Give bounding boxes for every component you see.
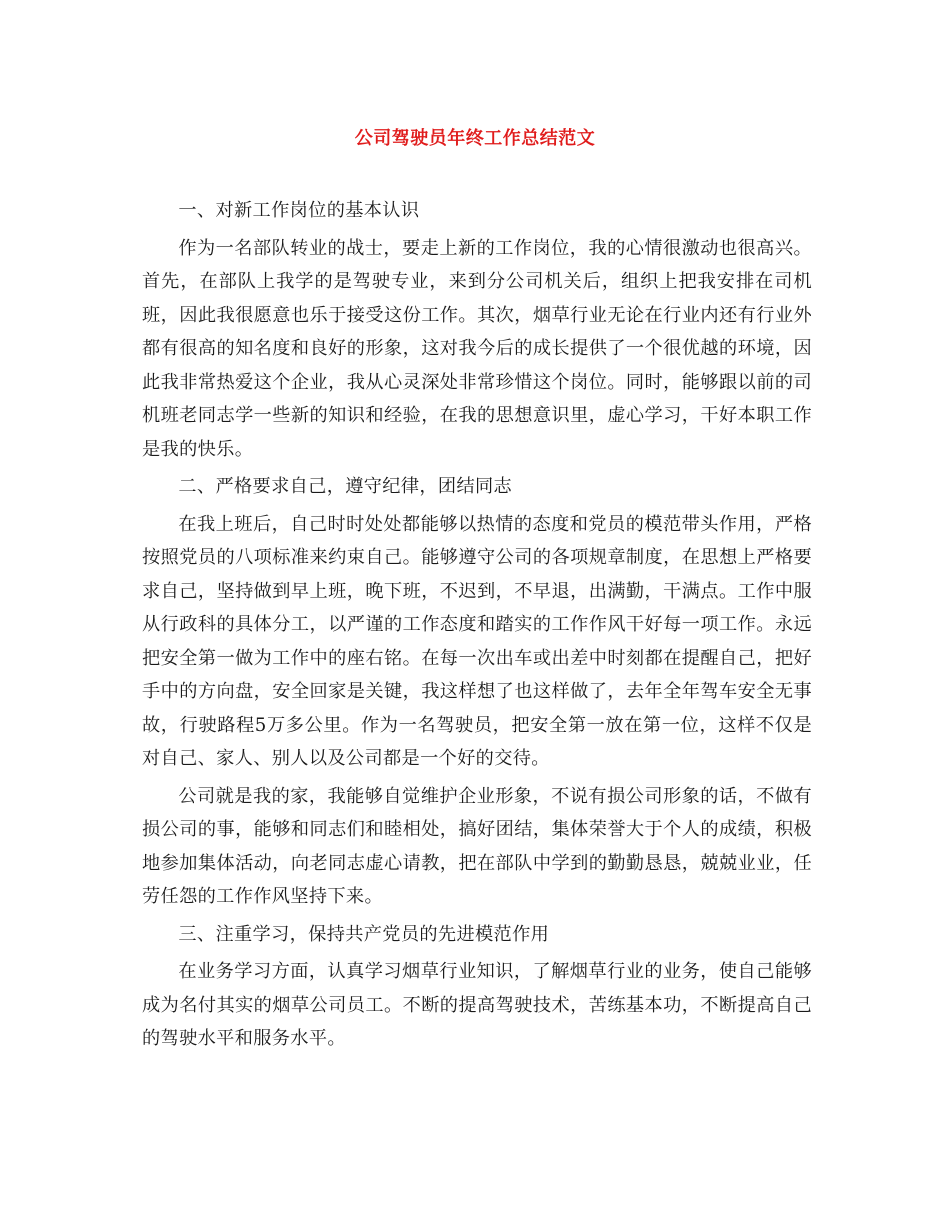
document-title: 公司驾驶员年终工作总结范文: [354, 128, 596, 149]
paragraph-1: 作为一名部队转业的战士，要走上新的工作岗位，我的心情很激动也很高兴。首先，在部队上我学的是驾驶专业，来到分公司机关后，组织上把我安排在司机班，因此我很愿意也乐于接受这份工作。其次，烟草行业无论在行业内还有行业外都有很高的知名度和良好的形象，这对我今后的成长提供了一个很优越的环境，因此我非常热爱这个企业，我从心灵深处非常珍惜这个岗位。同时，能够跟以前的司机班老同志学一些新的知识和经验，在我的思想意识里，虚心学习，干好本职工作是我的快乐。: [142, 237, 812, 460]
section-heading-3: 三、注重学习，保持共产党员的先进模范作用: [178, 923, 550, 945]
section-heading-2: 二、严格要求自己，遵守纪律，团结同志: [178, 476, 513, 497]
paragraph-2: 在我上班后，自己时时处处都能够以热情的态度和党员的模范带头作用，严格按照党员的八项标准来约束自己。能够遵守公司的各项规章制度，在思想上严格要求自己，坚持做到早上班，晚下班，不迟到，不早退，出满勤，干满点。工作中服从行政科的具体分工，以严谨的工作态度和踏实的工作作风干好每一项工作。永远把安全第一做为工作中的座右铭。在每一次出车或出差中时刻都在提醒自己，把好手中的方向盘，安全回家是关键，我这样想了也这样做了，去年全年驾车安全无事故，行驶路程5万多公里。作为一名驾驶员，把安全第一放在第一位，这样不仅是对自己、家人、别人以及公司都是一个好的交待。: [142, 513, 812, 769]
section-heading-1: 一、对新工作岗位的基本认识: [178, 200, 420, 221]
paragraph-4: 在业务学习方面，认真学习烟草行业知识，了解烟草行业的业务，使自己能够成为名付其实的烟草公司员工。不断的提高驾驶技术，苦练基本功，不断提高自己的驾驶水平和服务水平。: [142, 961, 812, 1049]
paragraph-3: 公司就是我的家，我能够自觉维护企业形象，不说有损公司形象的话，不做有损公司的事，能够和同志们和睦相处，搞好团结，集体荣誉大于个人的成绩，积极地参加集体活动，向老同志虚心请教，把在部队中学到的勤勤恳恳，兢兢业业，任劳任怨的工作作风坚持下来。: [142, 785, 812, 907]
document-body: [142, 194, 812, 1056]
